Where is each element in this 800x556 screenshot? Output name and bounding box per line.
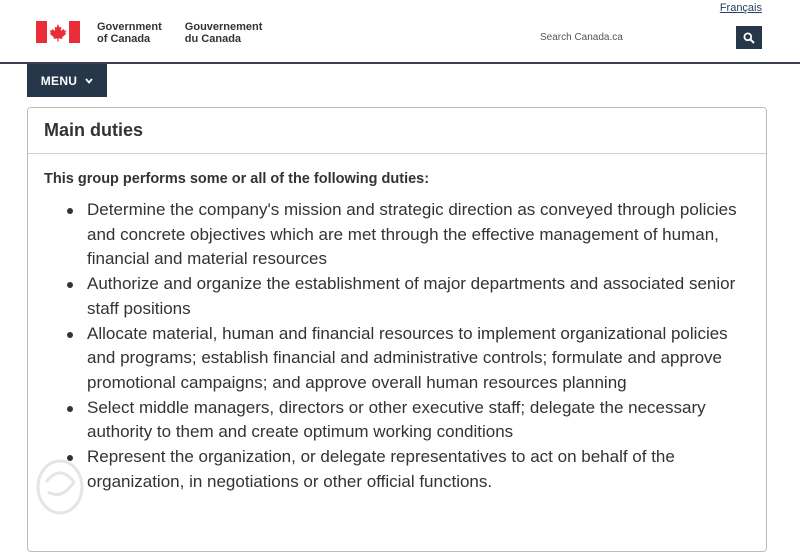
duties-list xyxy=(44,198,752,494)
language-toggle-link[interactable]: Français xyxy=(719,2,762,14)
duty-text: Select middle managers, directors or other executive staff; delegate the necessary authority to them and create optimum working conditions xyxy=(87,397,706,442)
bullet-icon xyxy=(67,332,73,338)
duty-text: Allocate material, human and financial resources to implement organizational policies and programs; establish financial and administrative controls; formulate and approve promotional campaigns; and approve overall human resources planning xyxy=(87,323,728,392)
search-button[interactable] xyxy=(736,26,762,49)
list-item xyxy=(44,396,752,445)
panel-title: Main duties xyxy=(28,108,766,154)
list-item xyxy=(44,322,752,396)
chevron-down-icon xyxy=(85,78,93,84)
government-signature[interactable] xyxy=(36,21,262,45)
government-of-canada-text: Government of Canada xyxy=(97,21,162,45)
bullet-icon xyxy=(67,282,73,288)
search-icon xyxy=(743,32,755,44)
duties-intro: This group performs some or all of the following duties: xyxy=(44,171,430,187)
list-item xyxy=(44,198,752,272)
panel-body xyxy=(28,154,766,494)
duty-text: Authorize and organize the establishment of major departments and associated senior staff positions xyxy=(87,274,736,318)
canada-flag-icon xyxy=(36,21,80,43)
bullet-icon xyxy=(67,406,73,412)
duty-text: Represent the organization, or delegate representatives to act on behalf of the organization, in negotiations or other official functions. xyxy=(87,447,675,491)
menu-button[interactable] xyxy=(27,64,107,97)
search-input[interactable] xyxy=(533,26,728,49)
menu-label: MENU xyxy=(40,73,78,88)
bullet-icon xyxy=(67,208,73,214)
site-header xyxy=(0,0,800,62)
list-item xyxy=(44,445,752,494)
search-form xyxy=(533,26,762,49)
watermark-logo xyxy=(18,452,108,547)
gouvernement-du-canada-text: Gouvernement du Canada xyxy=(184,21,263,45)
list-item xyxy=(44,272,752,321)
header-divider xyxy=(0,62,800,64)
duty-text: Determine the company's mission and strategic direction as conveyed through policies and concrete objectives which are met through the effective management of human, financial and material resources xyxy=(87,200,737,269)
main-duties-panel xyxy=(27,107,767,552)
